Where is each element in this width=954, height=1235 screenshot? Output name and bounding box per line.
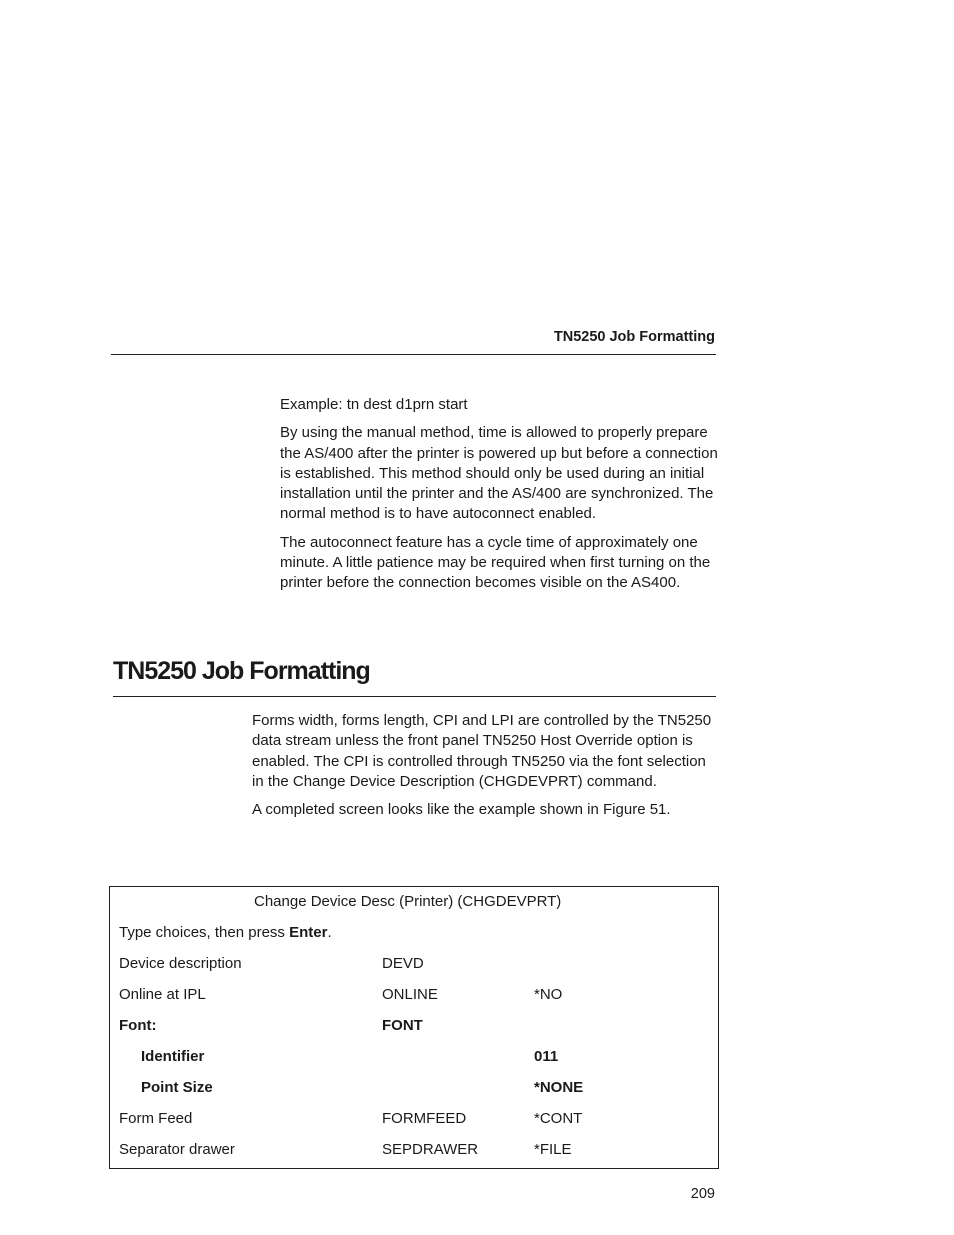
intro-paragraph: Example: tn dest d1prn start: [280, 396, 468, 413]
row-label: Online at IPL: [119, 986, 206, 1003]
row-keyword: DEVD: [382, 955, 424, 972]
chgdevprt-screen-figure: [109, 886, 719, 1169]
screen-row-point-size: [110, 1079, 718, 1099]
screen-row-identifier: [110, 1048, 718, 1068]
intro-text: [280, 395, 720, 602]
row-label: Device description: [119, 955, 242, 972]
enter-key-label: Enter: [289, 924, 328, 941]
section-paragraph: Forms width, forms length, CPI and LPI are controlled by the TN5250 data stream unless the front panel TN5250 Host Override option is enabled. The CPI is controlled through TN5250 via the font selection in the Change Device Description (CHGDEVPRT) command.: [252, 712, 712, 790]
row-label: Point Size: [141, 1079, 213, 1096]
row-keyword: FONT: [382, 1017, 423, 1034]
section-title: TN5250 Job Formatting: [113, 657, 370, 685]
screen-row-font: [110, 1017, 718, 1037]
section-paragraph: A completed screen looks like the example shown in Figure 51.: [252, 801, 671, 819]
running-head: TN5250 Job Formatting: [553, 329, 715, 345]
section-body: [252, 711, 717, 828]
screen-instruction: [119, 924, 332, 941]
instruction-prefix: Type choices, then press: [119, 924, 290, 941]
screen-row-separator-drawer: [110, 1141, 718, 1161]
screen-title: Change Device Desc (Printer) (CHGDEVPRT): [254, 893, 562, 910]
row-keyword: FORMFEED: [382, 1110, 467, 1127]
row-label: Font:: [119, 1017, 157, 1034]
row-keyword: ONLINE: [382, 986, 438, 1003]
screen-row-device-description: [110, 955, 718, 975]
row-label: Separator drawer: [119, 1141, 235, 1158]
row-keyword: SEPDRAWER: [382, 1141, 479, 1158]
row-value: *NO: [534, 986, 563, 1003]
row-value: 011: [534, 1048, 559, 1065]
page-number: 209: [690, 1186, 715, 1202]
screen-row-form-feed: [110, 1110, 718, 1130]
row-label: Identifier: [141, 1048, 205, 1065]
intro-paragraph: The autoconnect feature has a cycle time of approximately one minute. A little patience may be required when first turning on the printer before the connection becomes visible on the AS400.: [280, 533, 711, 592]
instruction-suffix: .: [327, 924, 332, 941]
row-label: Form Feed: [119, 1110, 193, 1127]
intro-paragraph: By using the manual method, time is allowed to properly prepare the AS/400 after the printer is powered up but before a connection is established. This method should only be used during an initial installation until the printer and the AS/400 are synchronized. The normal method is to have autoconnect enabled.: [280, 424, 718, 523]
header-rule: [111, 354, 716, 355]
screen-row-online-at-ipl: [110, 986, 718, 1006]
row-value: *CONT: [534, 1110, 583, 1127]
section-title-rule: [113, 696, 716, 697]
row-value: *FILE: [534, 1141, 572, 1158]
row-value: *NONE: [534, 1079, 584, 1096]
